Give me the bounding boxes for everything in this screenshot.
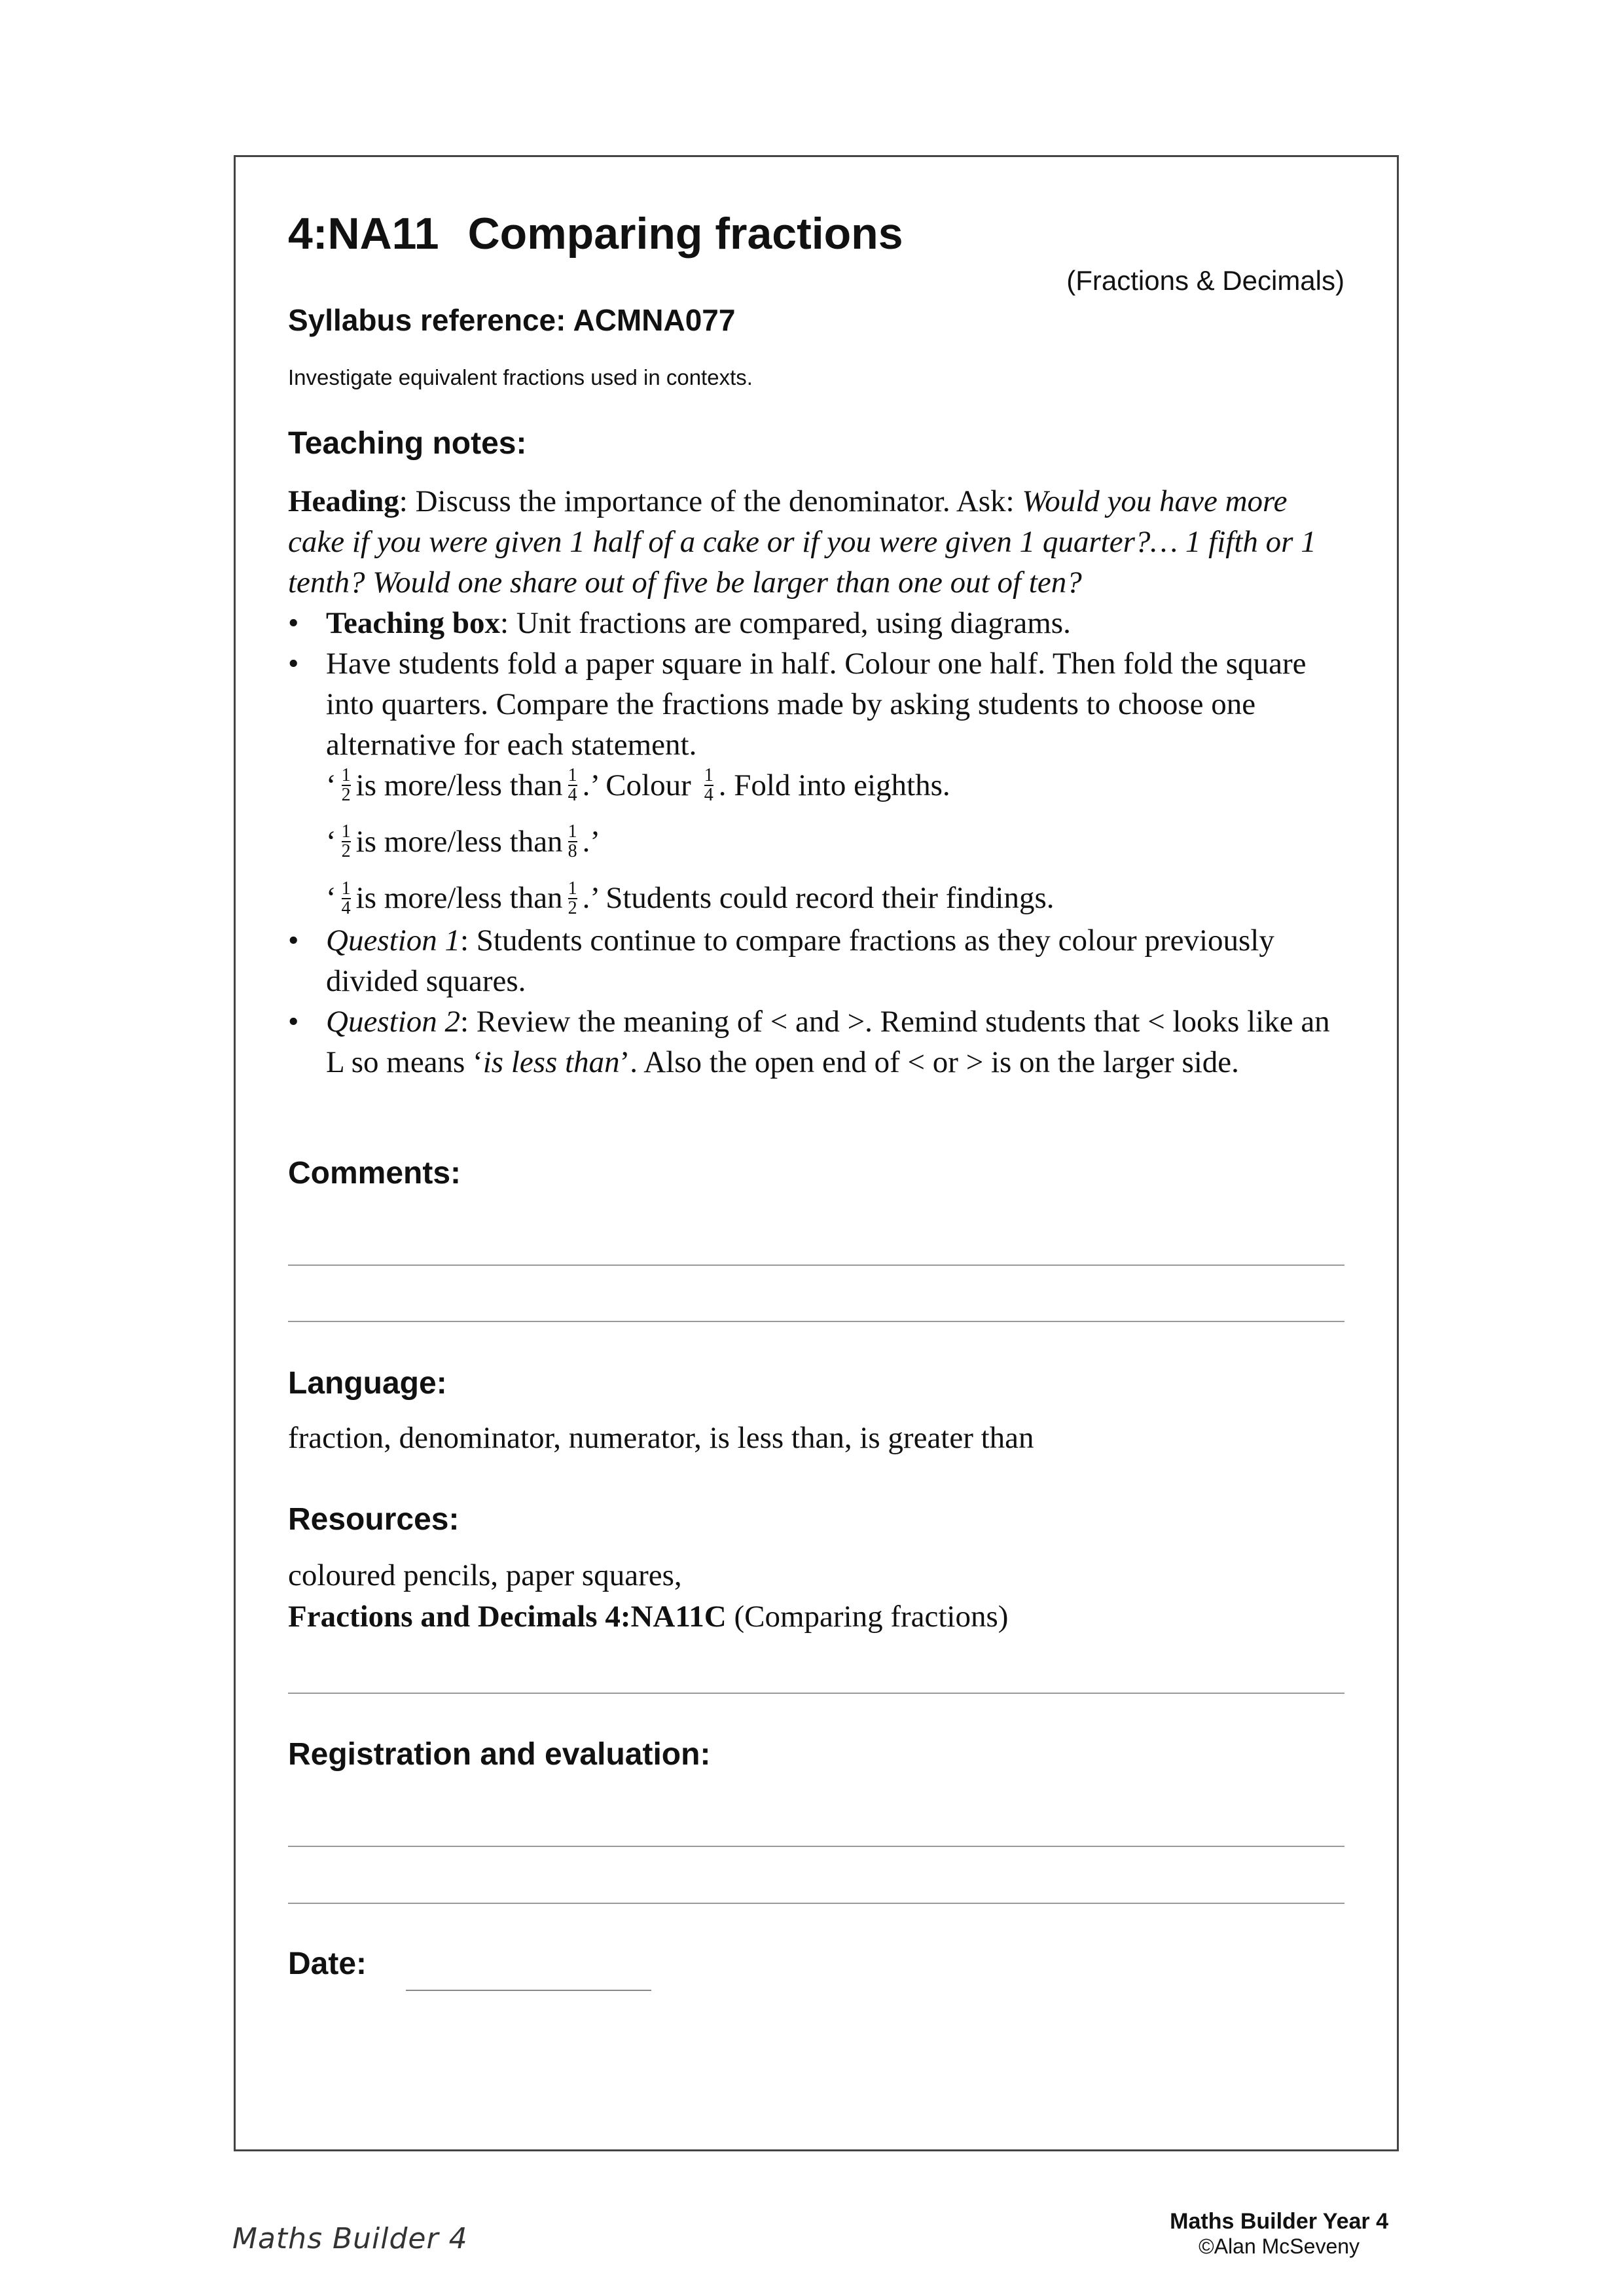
date-label: Date:: [288, 1946, 367, 1981]
bullet-italic: Question 2: [326, 1004, 460, 1039]
resources-bold: Fractions and Decimals 4:NA11C: [288, 1600, 727, 1634]
fraction: [342, 823, 351, 861]
bullet-fold-paper: [288, 643, 1344, 765]
syllabus-reference: Syllabus reference: ACMNA077: [288, 303, 736, 337]
bullet-icon: •: [288, 606, 299, 640]
bullet-icon: •: [288, 923, 299, 958]
registration-line: [288, 1846, 1344, 1847]
bullet-italic-inline: is less than: [482, 1045, 620, 1079]
intro-paragraph: [288, 481, 1344, 603]
open-quote: ‘: [326, 825, 336, 859]
denominator: 4: [704, 785, 713, 806]
statement-text: is more/less than: [355, 768, 563, 802]
fraction: [342, 766, 351, 804]
bullet-question-2: [288, 1001, 1344, 1083]
bullet-italic: Question 1: [326, 923, 460, 958]
comments-heading: Comments:: [288, 1156, 461, 1191]
registration-line: [288, 1903, 1344, 1904]
statement-text: .’ Students could record their findings.: [582, 881, 1055, 916]
footer-book-title: Maths Builder 4: [232, 2222, 468, 2255]
statement-3: [288, 878, 1344, 920]
footer-copyright: ©Alan McSeveny: [1199, 2234, 1360, 2258]
statement-2: [288, 821, 1344, 863]
language-heading: Language:: [288, 1366, 447, 1401]
fraction: [568, 823, 577, 861]
intro-question: Would you have more cake if you were given 1 half of a cake or if you were given 1 quarter?… 1 fifth or 1 tenth? Would one share out of five be larger than one out of ten?: [288, 484, 1316, 600]
statement-text: .’ Colour: [582, 768, 691, 802]
numerator: 1: [568, 821, 577, 842]
statement-text: .’: [582, 825, 600, 859]
bullet-icon: •: [288, 1004, 299, 1039]
syllabus-description: Investigate equivalent fractions used in contexts.: [288, 365, 753, 389]
denominator: 4: [341, 897, 351, 918]
lesson-title: Comparing fractions: [467, 209, 903, 259]
denominator: 2: [341, 841, 351, 862]
teaching-notes-body: [288, 481, 1344, 1083]
statement-text: is more/less than: [355, 881, 563, 916]
open-quote: ‘: [326, 768, 336, 802]
numerator: 1: [568, 765, 577, 786]
bullet-question-1: [288, 920, 1344, 1001]
open-quote: ‘: [326, 881, 336, 916]
bullet-text-end: ’. Also the open end of < or > is on the larger side.: [619, 1045, 1239, 1079]
comments-line: [288, 1265, 1344, 1266]
resources-text: (Comparing fractions): [726, 1600, 1009, 1634]
intro-text: : Discuss the importance of the denominator. Ask:: [399, 484, 1022, 518]
page-title: [288, 208, 903, 259]
statement-text: . Fold into eighths.: [718, 768, 950, 802]
footer-credit: [1170, 2209, 1388, 2259]
fraction: [568, 880, 577, 918]
numerator: 1: [341, 821, 351, 842]
intro-bold: Heading: [288, 484, 399, 518]
fraction: [704, 766, 713, 804]
lesson-code: 4:NA11: [288, 209, 439, 259]
numerator: 1: [704, 765, 713, 786]
lesson-card-content: [288, 157, 1344, 2149]
denominator: 4: [568, 785, 577, 806]
bullet-text: : Unit fractions are compared, using diagrams.: [499, 606, 1071, 640]
numerator: 1: [341, 765, 351, 786]
bullet-teaching-box: [288, 603, 1344, 643]
comments-line: [288, 1321, 1344, 1322]
bullet-bold: Teaching box: [326, 606, 500, 640]
statement-1: [288, 765, 1344, 807]
language-text: fraction, denominator, numerator, is less than, is greater than: [288, 1421, 1034, 1455]
date-line: [406, 1990, 651, 1991]
bullet-icon: •: [288, 647, 299, 681]
resources-line-1: coloured pencils, paper squares,: [288, 1558, 682, 1592]
denominator: 8: [568, 841, 577, 862]
registration-heading: Registration and evaluation:: [288, 1737, 711, 1772]
bullet-text: Have students fold a paper square in half. Colour one half. Then fold the square into quarters. Compare the fractions made by asking students to choose one alternative for each statement.: [326, 647, 1307, 762]
strand-label: (Fractions & Decimals): [1066, 265, 1344, 296]
fraction: [568, 766, 577, 804]
numerator: 1: [568, 878, 577, 899]
resources-line-2: [288, 1599, 1008, 1634]
footer-series: Maths Builder Year 4: [1170, 2209, 1388, 2234]
bullet-text: : Review the meaning of < and >. Remind students that < looks like an L so means ‘: [326, 1004, 1330, 1079]
resources-heading: Resources:: [288, 1502, 460, 1537]
lesson-card: [234, 155, 1399, 2151]
bullet-text: : Students continue to compare fractions as they colour previously divided squares.: [326, 923, 1274, 998]
teaching-notes-heading: Teaching notes:: [288, 426, 527, 461]
denominator: 2: [341, 785, 351, 806]
statement-text: is more/less than: [355, 825, 563, 859]
numerator: 1: [341, 878, 351, 899]
denominator: 2: [568, 897, 577, 918]
resources-line: [288, 1693, 1344, 1694]
fraction: [342, 880, 351, 918]
